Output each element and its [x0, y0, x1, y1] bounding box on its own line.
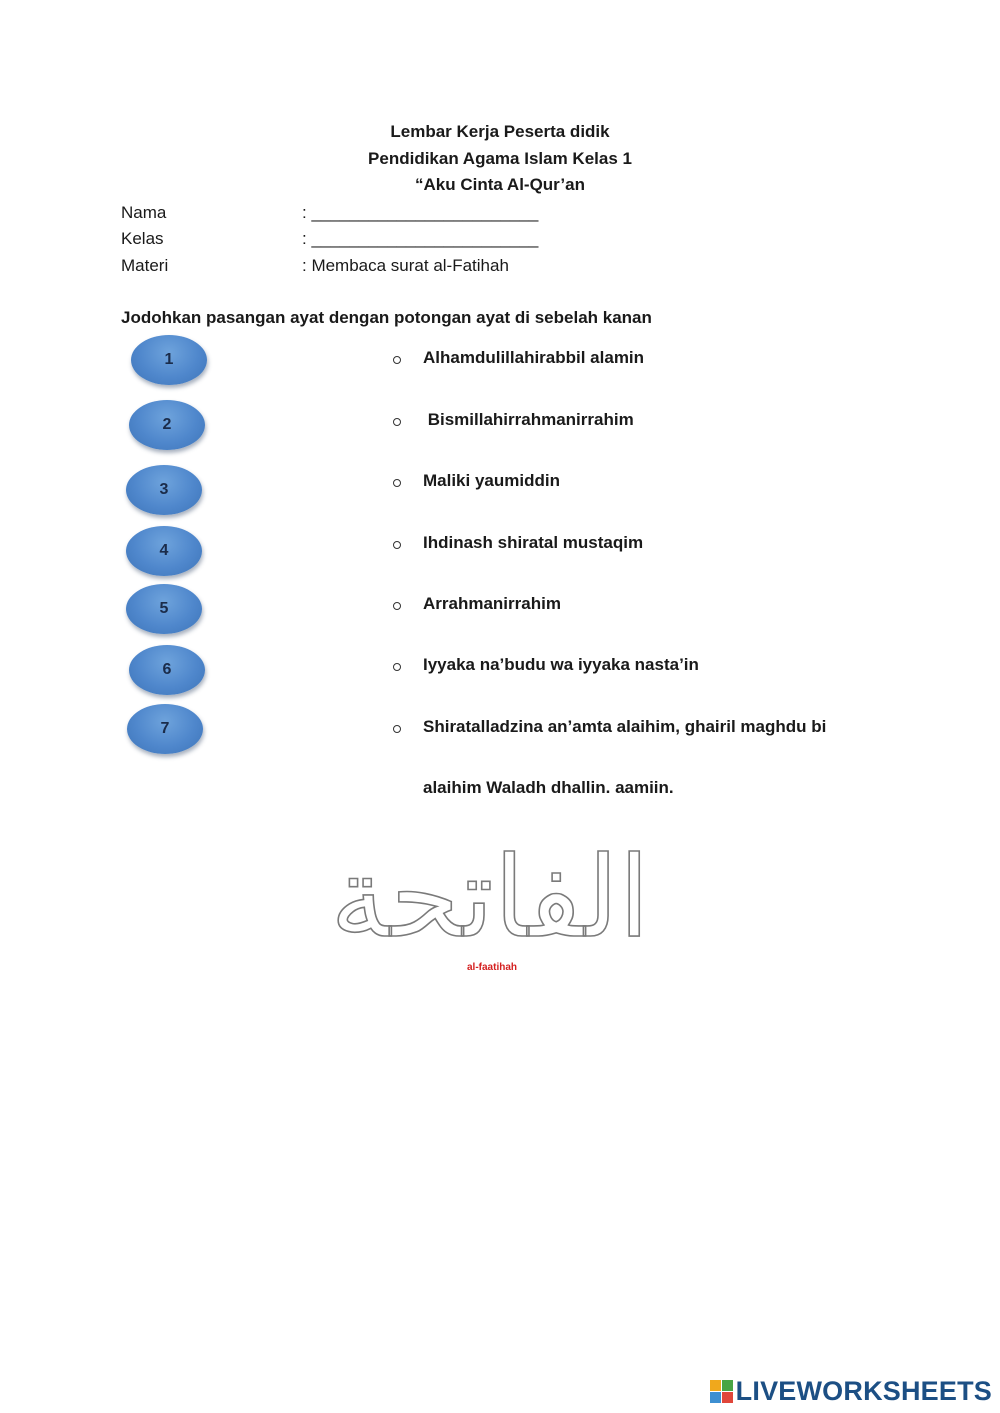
verse-item: Maliki yaumiddin [423, 471, 560, 490]
liveworksheets-logo [710, 1376, 992, 1407]
bullet-icon[interactable] [393, 541, 401, 549]
material-label: Materi [121, 256, 169, 275]
name-label: Nama [121, 203, 167, 222]
verse-item: Bismillahirrahmanirrahim [423, 410, 634, 429]
theme-title: “Aku Cinta Al-Qur’an [414, 175, 585, 194]
verse-item: Alhamdulillahirabbil alamin [423, 348, 645, 367]
calligraphy-text: الفاتحة [330, 833, 650, 963]
verse-continuation: alaihim Waladh dhallin. aamiin. [423, 778, 674, 797]
match-oval-7[interactable]: 7 [127, 704, 203, 754]
subject-title: Pendidikan Agama Islam Kelas 1 [368, 149, 632, 168]
match-oval-3[interactable]: 3 [126, 465, 202, 515]
worksheet-title: Lembar Kerja Peserta didik [390, 122, 610, 141]
bullet-icon[interactable] [393, 725, 401, 733]
match-oval-5[interactable]: 5 [126, 584, 202, 634]
verse-item: Shiratalladzina an’amta alaihim, ghairil maghdu bi [423, 717, 827, 736]
class-label: Kelas [121, 229, 164, 248]
class-field[interactable]: : ________________________ [302, 229, 539, 248]
match-oval-4[interactable]: 4 [126, 526, 202, 576]
match-oval-6[interactable]: 6 [129, 645, 205, 695]
bullet-icon[interactable] [393, 356, 401, 364]
liveworksheets-logo-icon [710, 1380, 733, 1403]
verse-item: Iyyaka na’budu wa iyyaka nasta’in [423, 655, 699, 674]
verse-item: Ihdinash shiratal mustaqim [423, 533, 644, 552]
al-fatihah-calligraphy [330, 818, 650, 973]
material-value: : Membaca surat al-Fatihah [302, 256, 509, 275]
bullet-icon[interactable] [393, 418, 401, 426]
name-field[interactable]: : ________________________ [302, 203, 539, 222]
bullet-icon[interactable] [393, 479, 401, 487]
verse-item: Arrahmanirrahim [423, 594, 561, 613]
match-oval-2[interactable]: 2 [129, 400, 205, 450]
calligraphy-label: al-faatihah [467, 962, 518, 973]
brand-name: LIVEWORKSHEETS [735, 1376, 992, 1406]
bullet-icon[interactable] [393, 663, 401, 671]
instruction-text: Jodohkan pasangan ayat dengan potongan ayat di sebelah kanan [121, 308, 652, 327]
match-oval-1[interactable]: 1 [131, 335, 207, 385]
bullet-icon[interactable] [393, 602, 401, 610]
